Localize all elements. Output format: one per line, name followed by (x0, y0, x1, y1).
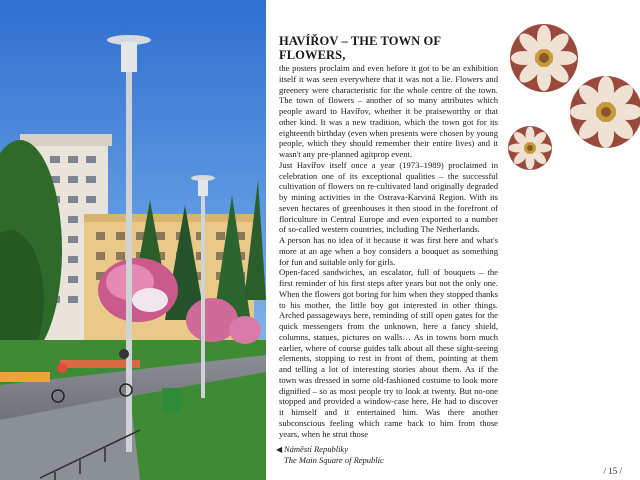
caption-arrow-icon: ◀ (276, 445, 283, 454)
article (279, 34, 498, 439)
article-paragraph: the posters proclaim and even before it got to be an exhibition itself it was seen everywhere that it was not a lie. Flowers and greenery were characteristic for the whole centre of the town. The town of flowers – another of so many attributes which people award to Havířov, whether it be praiseworthy or that other kind. It was a new tradition, which the town got for its eighteenth birthday (even when presents were chosen by young people, which they should remember their entire lives) and it wasn't any pre-planned agitprop event. (279, 63, 498, 159)
article-paragraph: A person has no idea of it because it was first here and what's more at an age when a boy considers a bouquet as something for fun and suitable only for girls. (279, 235, 498, 267)
article-title: HAVÍŘOV – THE TOWN OF FLOWERS, (279, 34, 441, 62)
article-paragraph: Just Havířov itself once a year (1973–1989) proclaimed in celebration one of its exceptional qualities – the successful cultivation of flowers on re-cultivated land originally degraded by mining activities in the Ostrava-Karviná Region. With its seven hectares of greenhouses it then stood in the forefront of floriculture in Central Europe and even exported to a number of so-called western countries, including The Netherlands. (279, 159, 498, 235)
flower-icon (508, 126, 552, 170)
photo-caption (276, 444, 476, 466)
town-square-photo (0, 0, 266, 480)
flower-icon (510, 24, 578, 92)
caption-line-1: Náměstí Republiky (284, 444, 348, 454)
page-number: / 15 / (603, 466, 622, 476)
flower-icon (570, 76, 640, 148)
article-paragraph: Open-faced sandwiches, an escalator, full of bouquets – the first reminder of his first steps after years but not the only one. When the flowers got boring for him when they stopped thanks to his mother, the little boy got interested in other things. Arched passageways here, reminding of still open gates for the quick messengers from the unknown, here a fancy shield, columns, statues, pictures on walls… As in towns born much earlier, where of course guides talk about all these sight-seeing elements, stopping to rest in front of them, pointing at them and telling a lot of interesting stories about them. As if the town was dressed in some old-fashioned costume to look more dignified – so as most people try to look at twenty. But no-one stopped and provided a window-case here. He had to discover it himself and it entertained him. Was there another subconscious feeling which came back to him from those years, when he strut those (279, 267, 498, 439)
caption-line-2: The Main Square of Republic (284, 455, 384, 465)
